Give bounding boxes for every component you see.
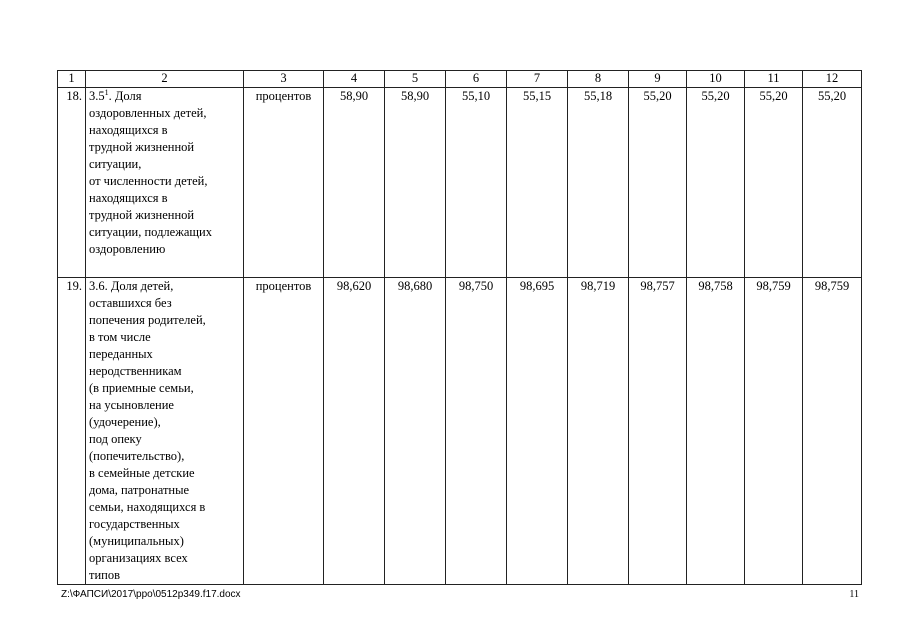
col-header: 5 <box>385 71 446 88</box>
value-cell: 55,20 <box>803 88 862 278</box>
value-cell: 98,750 <box>446 278 507 585</box>
table-row <box>58 88 862 278</box>
col-header: 9 <box>629 71 687 88</box>
description-line: в том числе <box>89 330 151 344</box>
description-line: семьи, находящихся в <box>89 500 206 514</box>
value-cell: 55,18 <box>568 88 629 278</box>
value-cell: 58,90 <box>324 88 385 278</box>
indicator-table <box>57 70 862 585</box>
table-row <box>58 278 862 585</box>
description-line: оставшихся без <box>89 296 172 310</box>
page-number: 11 <box>849 589 859 600</box>
description-text: . Доля <box>108 89 142 103</box>
value-cell: 98,759 <box>745 278 803 585</box>
col-header: 3 <box>244 71 324 88</box>
col-header: 10 <box>687 71 745 88</box>
description-line: оздоровленных детей, <box>89 106 207 120</box>
row-number: 18. <box>58 88 86 278</box>
value-cell: 98,758 <box>687 278 745 585</box>
description-line: (в приемные семьи, <box>89 381 194 395</box>
value-cell: 55,20 <box>745 88 803 278</box>
description-line: трудной жизненной <box>89 140 195 154</box>
col-header: 8 <box>568 71 629 88</box>
value-cell: 98,759 <box>803 278 862 585</box>
description-line: (попечительство), <box>89 449 185 463</box>
col-header: 2 <box>86 71 244 88</box>
col-header: 7 <box>507 71 568 88</box>
description-line: находящихся в <box>89 123 168 137</box>
description-line: от численности детей, <box>89 174 208 188</box>
col-header: 11 <box>745 71 803 88</box>
value-cell: 98,695 <box>507 278 568 585</box>
indicator-description <box>86 88 244 278</box>
indicator-code: 3.5 <box>89 89 105 103</box>
unit-cell: процентов <box>244 88 324 278</box>
unit-cell: процентов <box>244 278 324 585</box>
description-line: переданных <box>89 347 153 361</box>
description-line: типов <box>89 568 120 582</box>
row-number: 19. <box>58 278 86 585</box>
document-file-path: Z:\ФАПСИ\2017\ppo\0512p349.f17.docx <box>61 589 241 600</box>
value-cell: 58,90 <box>385 88 446 278</box>
col-header: 6 <box>446 71 507 88</box>
col-header: 1 <box>58 71 86 88</box>
description-line: ситуации, <box>89 157 142 171</box>
footnote-mark: 1 <box>104 87 109 97</box>
description-line: находящихся в <box>89 191 168 205</box>
col-header: 12 <box>803 71 862 88</box>
value-cell: 98,719 <box>568 278 629 585</box>
description-line: (удочерение), <box>89 415 161 429</box>
value-cell: 55,15 <box>507 88 568 278</box>
value-cell: 98,757 <box>629 278 687 585</box>
value-cell: 55,20 <box>629 88 687 278</box>
description-line: (муниципальных) <box>89 534 184 548</box>
description-line: дома, патронатные <box>89 483 190 497</box>
description-line: государственных <box>89 517 180 531</box>
description-line: организациях всех <box>89 551 188 565</box>
description-line: на усыновление <box>89 398 174 412</box>
description-line: ситуации, подлежащих <box>89 225 212 239</box>
description-line: под опеку <box>89 432 142 446</box>
description-line <box>89 88 240 105</box>
description-line: 3.6. Доля детей, <box>89 279 174 293</box>
value-cell: 55,20 <box>687 88 745 278</box>
column-number-row <box>58 71 862 88</box>
description-line: попечения родителей, <box>89 313 206 327</box>
value-cell: 98,620 <box>324 278 385 585</box>
col-header: 4 <box>324 71 385 88</box>
value-cell: 55,10 <box>446 88 507 278</box>
description-line: оздоровлению <box>89 242 166 256</box>
description-line: в семейные детские <box>89 466 195 480</box>
indicator-description <box>86 278 244 585</box>
value-cell: 98,680 <box>385 278 446 585</box>
description-line: неродственникам <box>89 364 182 378</box>
description-line: трудной жизненной <box>89 208 195 222</box>
